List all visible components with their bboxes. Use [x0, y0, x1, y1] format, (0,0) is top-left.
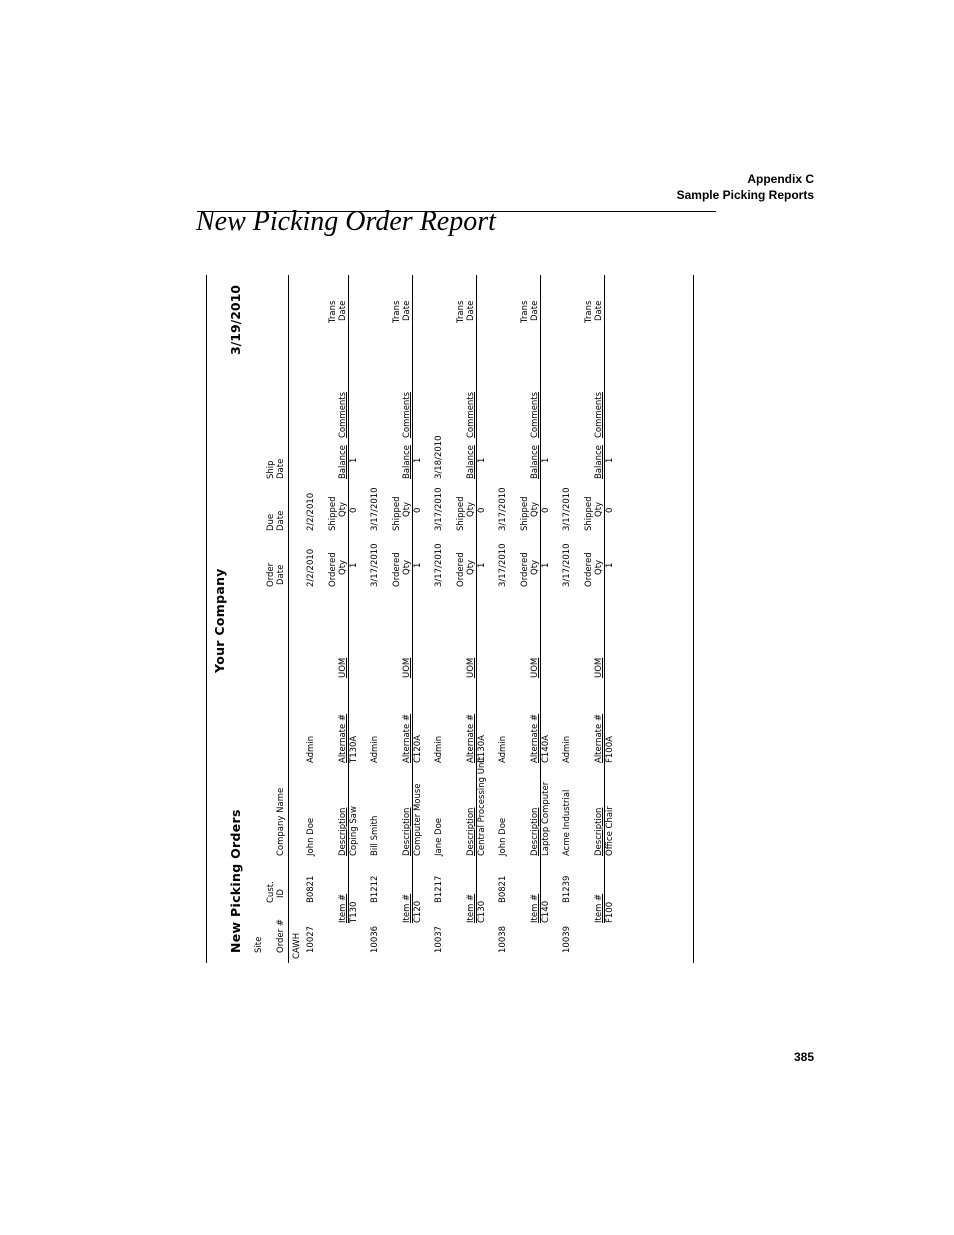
item-shipped-qty: 0 [605, 507, 615, 513]
report-title: New Picking Orders [228, 809, 243, 953]
item-alternate: F100A [605, 736, 615, 763]
item-col-shipped-1: Shipped [520, 496, 530, 531]
item-col-trans-1: Trans [328, 300, 338, 323]
item-col-item: Item # [530, 893, 540, 923]
item-col-balance: Balance [530, 445, 540, 479]
item-col-uom: UOM [530, 657, 540, 678]
item-description: Office Chair [605, 806, 615, 856]
item-balance: 1 [477, 457, 487, 463]
item-col-ordered-2: Qty [466, 559, 476, 575]
item-col-shipped-2: Qty [530, 501, 540, 517]
item-col-item: Item # [402, 893, 412, 923]
item-description: Computer Mouse [413, 783, 423, 856]
item-col-uom: UOM [594, 657, 604, 678]
col-due-date-1: Due [266, 513, 276, 531]
due-date: 3/17/2010 [498, 487, 508, 531]
item-col-alternate: Alternate # [466, 713, 476, 763]
item-col-item: Item # [594, 893, 604, 923]
report-company: Your Company [212, 568, 227, 673]
item-number: C120 [413, 900, 423, 923]
item-header-rule [412, 275, 413, 923]
contact-name: Admin [434, 735, 444, 763]
item-col-trans-2: Date [402, 300, 412, 321]
item-ordered-qty: 1 [477, 562, 487, 568]
item-alternate: T130A [349, 735, 359, 763]
item-header-rule [540, 275, 541, 923]
item-col-balance: Balance [402, 445, 412, 479]
item-col-shipped-1: Shipped [584, 496, 594, 531]
item-col-ordered-1: Ordered [328, 552, 338, 587]
item-col-balance: Balance [594, 445, 604, 479]
item-number: C140 [541, 900, 551, 923]
item-col-description: Description [402, 807, 412, 856]
item-col-trans-2: Date [338, 300, 348, 321]
col-due-date-2: Date [276, 510, 286, 531]
item-col-alternate: Alternate # [338, 713, 348, 763]
item-col-uom: UOM [402, 657, 412, 678]
customer-id: B0821 [306, 875, 316, 903]
order-date: 3/17/2010 [498, 543, 508, 587]
item-alternate: C140A [541, 735, 551, 763]
order-number: 10036 [370, 925, 380, 953]
appendix-subtitle: Sample Picking Reports [676, 188, 814, 202]
item-col-ordered-1: Ordered [520, 552, 530, 587]
item-col-shipped-1: Shipped [456, 496, 466, 531]
item-col-shipped-1: Shipped [392, 496, 402, 531]
item-col-trans-1: Trans [392, 300, 402, 323]
item-col-shipped-2: Qty [594, 501, 604, 517]
customer-id: B1239 [562, 875, 572, 903]
item-col-ordered-2: Qty [594, 559, 604, 575]
item-header-rule [604, 275, 605, 923]
order-number: 10037 [434, 925, 444, 953]
item-description: Coping Saw [349, 806, 359, 856]
item-col-description: Description [594, 807, 604, 856]
item-description: Laptop Computer [541, 781, 551, 856]
section-title: New Picking Order Report [196, 206, 496, 237]
item-number: F100 [605, 901, 615, 923]
item-col-ordered-1: Ordered [456, 552, 466, 587]
item-col-trans-1: Trans [456, 300, 466, 323]
item-col-comments: Comments [530, 391, 540, 438]
col-order: Order # [276, 919, 286, 953]
item-col-balance: Balance [338, 445, 348, 479]
item-col-ordered-1: Ordered [392, 552, 402, 587]
col-order-date-1: Order [266, 562, 276, 587]
item-shipped-qty: 0 [477, 507, 487, 513]
order-date: 3/17/2010 [562, 543, 572, 587]
item-col-trans-2: Date [466, 300, 476, 321]
item-col-trans-2: Date [530, 300, 540, 321]
col-company-name: Company Name [276, 787, 286, 856]
order-date: 3/17/2010 [370, 543, 380, 587]
item-col-trans-2: Date [594, 300, 604, 321]
item-col-uom: UOM [338, 657, 348, 678]
item-balance: 1 [541, 457, 551, 463]
item-balance: 1 [349, 457, 359, 463]
item-alternate: C120A [413, 735, 423, 763]
report-frame [206, 275, 694, 963]
order-number: 10027 [306, 925, 316, 953]
col-order-date-2: Date [276, 564, 286, 585]
item-description: Central Processing Unit [477, 756, 487, 856]
site-label: Site [254, 936, 264, 953]
item-col-ordered-2: Qty [338, 559, 348, 575]
item-col-description: Description [530, 807, 540, 856]
item-shipped-qty: 0 [413, 507, 423, 513]
page-number: 385 [793, 1050, 814, 1064]
item-col-item: Item # [466, 893, 476, 923]
contact-name: Admin [562, 735, 572, 763]
item-col-shipped-1: Shipped [328, 496, 338, 531]
customer-id: B1217 [434, 875, 444, 903]
item-col-ordered-2: Qty [402, 559, 412, 575]
item-col-comments: Comments [338, 391, 348, 438]
item-col-comments: Comments [594, 391, 604, 438]
item-number: T130 [349, 901, 359, 923]
customer-id: B1212 [370, 875, 380, 903]
item-col-ordered-2: Qty [530, 559, 540, 575]
item-col-comments: Comments [402, 391, 412, 438]
due-date: 2/2/2010 [306, 492, 316, 531]
item-col-description: Description [466, 807, 476, 856]
item-col-uom: UOM [466, 657, 476, 678]
item-col-trans-1: Trans [520, 300, 530, 323]
report-bottom-rule [693, 275, 694, 963]
item-header-rule [476, 275, 477, 923]
item-col-ordered-1: Ordered [584, 552, 594, 587]
item-ordered-qty: 1 [413, 562, 423, 568]
item-col-balance: Balance [466, 445, 476, 479]
due-date: 3/17/2010 [434, 487, 444, 531]
report-top-rule [206, 275, 207, 963]
company-name: John Doe [498, 817, 508, 856]
company-name: Jane Doe [434, 817, 444, 856]
col-cust-1: Cust. [266, 881, 276, 903]
order-date: 2/2/2010 [306, 548, 316, 587]
item-shipped-qty: 0 [349, 507, 359, 513]
item-ordered-qty: 1 [605, 562, 615, 568]
due-date: 3/17/2010 [562, 487, 572, 531]
col-ship-date-2: Date [276, 458, 286, 479]
col-cust-2: ID [276, 888, 286, 898]
report-date: 3/19/2010 [228, 285, 243, 356]
item-col-shipped-2: Qty [338, 501, 348, 517]
company-name: Bill Smith [370, 815, 380, 856]
col-ship-date-1: Ship [266, 460, 276, 479]
item-col-trans-1: Trans [584, 300, 594, 323]
item-number: C130 [477, 900, 487, 923]
rotated-report [206, 275, 694, 963]
header-rule-line [288, 275, 289, 963]
item-col-alternate: Alternate # [530, 713, 540, 763]
ship-date: 3/18/2010 [434, 435, 444, 479]
item-ordered-qty: 1 [349, 562, 359, 568]
item-col-shipped-2: Qty [402, 501, 412, 517]
site-code: CAWH [292, 932, 302, 959]
item-col-alternate: Alternate # [402, 713, 412, 763]
item-col-alternate: Alternate # [594, 713, 604, 763]
item-balance: 1 [413, 457, 423, 463]
item-header-rule [348, 275, 349, 923]
contact-name: Admin [498, 735, 508, 763]
order-number: 10039 [562, 925, 572, 953]
item-col-item: Item # [338, 893, 348, 923]
contact-name: Admin [370, 735, 380, 763]
item-balance: 1 [605, 457, 615, 463]
company-name: John Doe [306, 817, 316, 856]
item-col-shipped-2: Qty [466, 501, 476, 517]
item-ordered-qty: 1 [541, 562, 551, 568]
order-number: 10038 [498, 925, 508, 953]
order-date: 3/17/2010 [434, 543, 444, 587]
item-shipped-qty: 0 [541, 507, 551, 513]
customer-id: B0821 [498, 875, 508, 903]
due-date: 3/17/2010 [370, 487, 380, 531]
item-alternate: C130A [477, 735, 487, 763]
item-col-description: Description [338, 807, 348, 856]
company-name: Acme Industrial [562, 789, 572, 856]
contact-name: Admin [306, 735, 316, 763]
item-col-comments: Comments [466, 391, 476, 438]
appendix-label: Appendix C [747, 172, 814, 186]
